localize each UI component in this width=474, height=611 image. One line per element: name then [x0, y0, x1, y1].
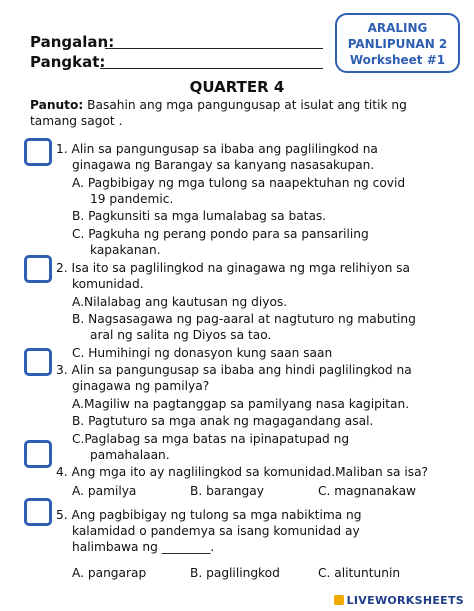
q4-choice-c: C. magnanakaw	[318, 484, 416, 498]
pangkat-label: Pangkat:	[30, 53, 106, 71]
q2-choice-b: B. Nagsasagawa ng pag-aaral at nagtuturo ng mabuting	[72, 312, 416, 326]
q1-choice-c: C. Pagkuha ng perang pondo para sa pansariling	[72, 227, 369, 241]
question-1-line-2: ginagawa ng Barangay sa kanyang nasasakupan.	[72, 158, 375, 172]
pangkat-line[interactable]	[100, 68, 323, 69]
question-5-line-3: halimbawa ng ________.	[72, 540, 215, 554]
q2-choice-b-cont: aral ng salita ng Diyos sa tao.	[90, 328, 272, 342]
answer-box-4[interactable]	[24, 440, 52, 468]
q1-choice-a-cont: 19 pandemic.	[90, 192, 174, 206]
badge-line-3: Worksheet #1	[349, 53, 446, 67]
q5-choice-a: A. pangarap	[72, 566, 147, 580]
answer-box-3[interactable]	[24, 348, 52, 376]
question-1-line-1: 1. Alin sa pangungusap sa ibaba ang paglilingkod na	[56, 142, 378, 156]
pangalan-label: Pangalan:	[30, 33, 115, 51]
q2-choice-a: A.Nilalabag ang kautusan ng diyos.	[72, 295, 288, 309]
question-2-line-1: 2. Isa ito sa paglilingkod na ginagawa ng mga relihiyon sa	[56, 261, 411, 275]
q3-choice-a: A.Magiliw na pagtanggap sa pamilyang nasa kagipitan.	[72, 397, 410, 411]
q1-choice-c-cont: kapakanan.	[90, 243, 161, 257]
panuto-label: Panuto:	[30, 98, 84, 112]
answer-box-2[interactable]	[24, 255, 52, 283]
q5-choice-b: B. paglilingkod	[190, 566, 280, 580]
q2-choice-c: C. Humihingi ng donasyon kung saan saan	[72, 346, 333, 360]
badge-line-1: ARALING	[367, 21, 428, 35]
liveworksheets-logo-icon	[334, 595, 344, 605]
pangalan-line[interactable]	[105, 48, 323, 49]
answer-box-5[interactable]	[24, 498, 52, 526]
question-2-line-2: komunidad.	[72, 277, 144, 291]
q5-choice-c: C. alituntunin	[318, 566, 401, 580]
question-3-line-1: 3. Alin sa pangungusap sa ibaba ang hindi paglilingkod na	[56, 363, 412, 377]
footer-text: LIVEWORKSHEETS	[346, 594, 464, 607]
question-5-line-2: kalamidad o pandemya sa isang komunidad ay	[72, 524, 360, 538]
q4-choice-b: B. barangay	[190, 484, 264, 498]
badge-line-2: PANLIPUNAN 2	[347, 37, 448, 51]
question-5-line-1: 5. Ang pagbibigay ng tulong sa mga nabiktima ng	[56, 508, 362, 522]
q4-choice-a: A. pamilya	[72, 484, 137, 498]
page-title: QUARTER 4	[189, 78, 285, 96]
q3-choice-c: C.Paglabag sa mga batas na ipinapatupad ng	[72, 432, 350, 446]
q1-choice-a: A. Pagbibigay ng mga tulong sa naapektuhan ng covid	[72, 176, 406, 190]
subject-badge	[335, 13, 460, 73]
panuto-text: Basahin ang mga pangungusap at isulat ang titik ng tamang sagot .	[30, 98, 407, 128]
q3-choice-b: B. Pagtuturo sa mga anak ng magagandang asal.	[72, 414, 374, 428]
q3-choice-c-cont: pamahalaan.	[90, 448, 170, 462]
question-3-line-2: ginagawa ng pamilya?	[72, 379, 210, 393]
q1-choice-b: B. Pagkunsiti sa mga lumalabag sa batas.	[72, 209, 327, 223]
panuto	[30, 97, 445, 129]
answer-box-1[interactable]	[24, 138, 52, 166]
liveworksheets-watermark	[334, 594, 464, 607]
question-4-line-1: 4. Ang mga ito ay naglilingkod sa komunidad.Maliban sa isa?	[56, 465, 429, 479]
